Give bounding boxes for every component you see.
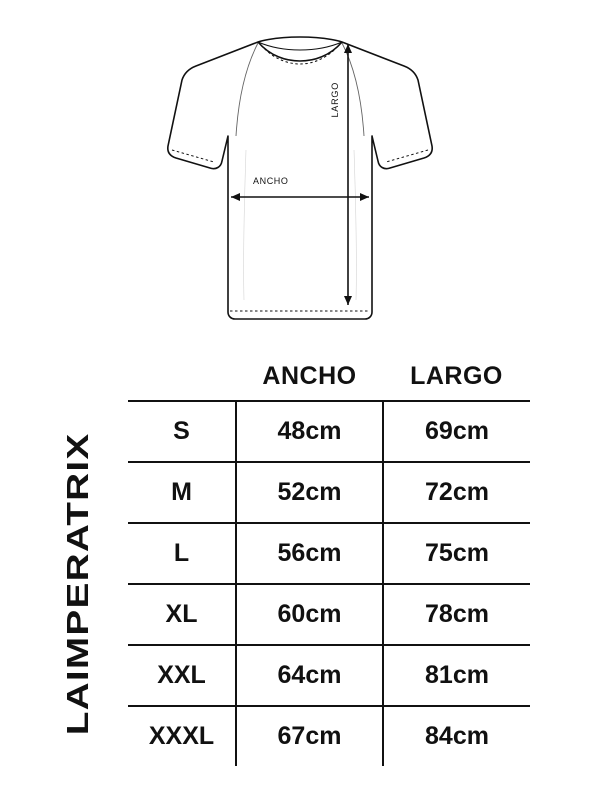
cell-size: S <box>128 401 236 462</box>
table-row <box>128 462 530 523</box>
size-chart-header <box>128 352 530 401</box>
table-row <box>128 401 530 462</box>
brand-name-text: LAIMPERATRIX <box>60 432 95 736</box>
table-header-row <box>128 352 530 401</box>
cell-size: L <box>128 523 236 584</box>
size-chart-table <box>128 352 530 766</box>
table-row <box>128 584 530 645</box>
header-size <box>128 352 236 401</box>
table-row <box>128 706 530 766</box>
header-largo: LARGO <box>410 361 503 390</box>
cell-size: M <box>128 462 236 523</box>
cell-size: XXL <box>128 645 236 706</box>
largo-dimension-label: LARGO <box>330 82 340 118</box>
header-ancho: ANCHO <box>262 361 357 390</box>
cell-ancho: 67cm <box>236 706 383 766</box>
cell-largo: 78cm <box>383 584 530 645</box>
brand-name <box>58 404 98 764</box>
cell-ancho: 64cm <box>236 645 383 706</box>
cell-ancho: 48cm <box>236 401 383 462</box>
cell-largo: 72cm <box>383 462 530 523</box>
cell-size: XL <box>128 584 236 645</box>
size-chart-body <box>128 401 530 766</box>
cell-ancho: 60cm <box>236 584 383 645</box>
shirt-diagram <box>0 0 600 350</box>
cell-largo: 81cm <box>383 645 530 706</box>
table-row <box>128 523 530 584</box>
cell-largo: 84cm <box>383 706 530 766</box>
cell-ancho: 52cm <box>236 462 383 523</box>
cell-largo: 75cm <box>383 523 530 584</box>
cell-size: XXXL <box>128 706 236 766</box>
tshirt-technical-drawing <box>0 0 600 350</box>
cell-ancho: 56cm <box>236 523 383 584</box>
ancho-dimension-label: ANCHO <box>253 176 289 186</box>
table-row <box>128 645 530 706</box>
cell-largo: 69cm <box>383 401 530 462</box>
shirt-body-path <box>168 37 432 319</box>
